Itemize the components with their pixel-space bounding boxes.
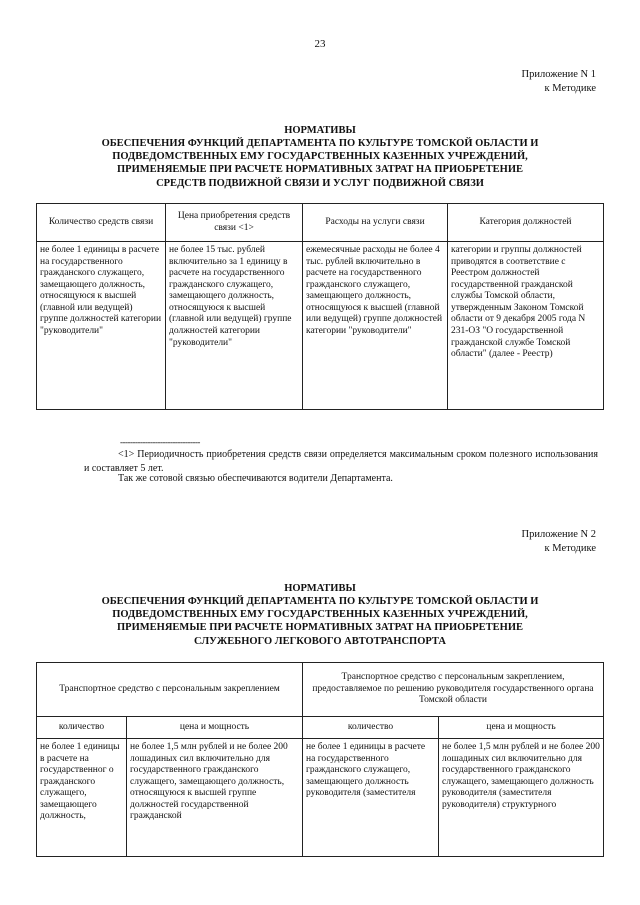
vehicle-norms-table bbox=[36, 662, 604, 857]
header-quantity: Количество средств связи bbox=[37, 204, 166, 242]
appendix-1-label bbox=[522, 68, 596, 95]
appendix-1-line2: к Методике bbox=[544, 82, 596, 94]
table-row bbox=[37, 242, 604, 410]
subheader-quantity-1: количество bbox=[37, 717, 127, 739]
cell-price-power-1: не более 1,5 млн рублей и не более 200 лошадиных сил включительно для государственного гражданского служащего, замещающего должность, относящуюся к высшей группе должностей государственной гражданской bbox=[127, 739, 303, 857]
norms-title-2-line: ПРИМЕНЯЕМЫЕ ПРИ РАСЧЕТЕ НОРМАТИВНЫХ ЗАТРАТ НА ПРИОБРЕТЕНИЕ bbox=[117, 622, 523, 634]
cell-price: не более 15 тыс. рублей включительно за 1 единицу в расчете на государственного гражданского служащего, замещающего должность, относящуюся к высшей (главной или ведущей) группе должностей категории "руководители" bbox=[166, 242, 303, 410]
footnote-drivers-note: Так же сотовой связью обеспечиваются водители Департамента. bbox=[118, 473, 393, 484]
norms-title-1-line: СРЕДСТВ ПОДВИЖНОЙ СВЯЗИ И УСЛУГ ПОДВИЖНОЙ СВЯЗИ bbox=[156, 177, 484, 189]
norms-title-1-line: ОБЕСПЕЧЕНИЯ ФУНКЦИЙ ДЕПАРТАМЕНТА ПО КУЛЬТУРЕ ТОМСКОЙ ОБЛАСТИ И bbox=[101, 138, 539, 150]
table-header-row bbox=[37, 204, 604, 242]
table-subheader-row bbox=[37, 717, 604, 739]
subheader-price-power-2: цена и мощность bbox=[439, 717, 604, 739]
cell-price-power-2: не более 1,5 млн рублей и не более 200 лошадиных сил включительно для государственного гражданского служащего, замещающего должность руководителя (заместителя руководителя) структурного bbox=[439, 739, 604, 857]
cell-services: ежемесячные расходы не более 4 тыс. рублей включительно в расчете на государственного гражданского служащего, замещающего должность, относящуюся к высшей (главной или ведущей) группе должностей категории "руководители" bbox=[303, 242, 448, 410]
norms-title-2-line: НОРМАТИВЫ bbox=[284, 583, 356, 594]
header-personal-vehicle: Транспортное средство с персональным закреплением bbox=[37, 663, 303, 717]
table-row bbox=[37, 739, 604, 857]
header-decision-vehicle: Транспортное средство с персональным закреплением, предоставляемое по решению руководителя государственного органа Томской области bbox=[303, 663, 604, 717]
cell-category: категории и группы должностей приводятся в соответствие с Реестром должностей государственной гражданской службы Томской области, утвержденным Законом Томской области от 9 декабря 2005 года N 231-ОЗ "О государственной гражданской службе Томской области" (далее - Реестр) bbox=[448, 242, 604, 410]
header-category: Категория должностей bbox=[448, 204, 604, 242]
cell-quantity-2: не более 1 единицы в расчете на государственного гражданского служащего, замещающего должность руководителя (заместителя bbox=[303, 739, 439, 857]
norms-title-2 bbox=[40, 582, 600, 648]
footnote-separator: -------------------------------- bbox=[120, 437, 200, 447]
appendix-1-line1: Приложение N 1 bbox=[521, 69, 596, 80]
header-services: Расходы на услуги связи bbox=[303, 204, 448, 242]
norms-title-2-line: СЛУЖЕБНОГО ЛЕГКОВОГО АВТОТРАНСПОРТА bbox=[194, 635, 446, 647]
norms-title-1 bbox=[40, 124, 600, 190]
page-number: 23 bbox=[314, 38, 326, 50]
footnote-1: <1> Периодичность приобретения средств связи определяется максимальным сроком полезного использования и составляет 5 лет. bbox=[84, 449, 598, 474]
header-price: Цена приобретения средств связи <1> bbox=[166, 204, 303, 242]
table-group-header-row bbox=[37, 663, 604, 717]
communication-norms-table bbox=[36, 203, 604, 410]
norms-title-1-line: ПОДВЕДОМСТВЕННЫХ ЕМУ ГОСУДАРСТВЕННЫХ КАЗЕННЫХ УЧРЕЖДЕНИЙ, bbox=[112, 151, 528, 163]
appendix-2-line1: Приложение N 2 bbox=[521, 529, 596, 540]
norms-title-2-line: ПОДВЕДОМСТВЕННЫХ ЕМУ ГОСУДАРСТВЕННЫХ КАЗЕННЫХ УЧРЕЖДЕНИЙ, bbox=[112, 609, 528, 621]
appendix-2-line2: к Методике bbox=[544, 542, 596, 554]
norms-title-1-line: ПРИМЕНЯЕМЫЕ ПРИ РАСЧЕТЕ НОРМАТИВНЫХ ЗАТРАТ НА ПРИОБРЕТЕНИЕ bbox=[117, 164, 523, 176]
norms-title-2-line: ОБЕСПЕЧЕНИЯ ФУНКЦИЙ ДЕПАРТАМЕНТА ПО КУЛЬТУРЕ ТОМСКОЙ ОБЛАСТИ И bbox=[101, 596, 539, 608]
cell-quantity: не более 1 единицы в расчете на государственного гражданского служащего, замещающего должность, относящуюся к высшей (главной или ведущей) группе должностей категории "руководители" bbox=[37, 242, 166, 410]
norms-title-1-line: НОРМАТИВЫ bbox=[284, 125, 356, 136]
cell-quantity-1: не более 1 единицы в расчете на государственног о гражданского служащего, замещающего должность, bbox=[37, 739, 127, 857]
appendix-2-label bbox=[522, 528, 596, 555]
subheader-price-power-1: цена и мощность bbox=[127, 717, 303, 739]
subheader-quantity-2: количество bbox=[303, 717, 439, 739]
